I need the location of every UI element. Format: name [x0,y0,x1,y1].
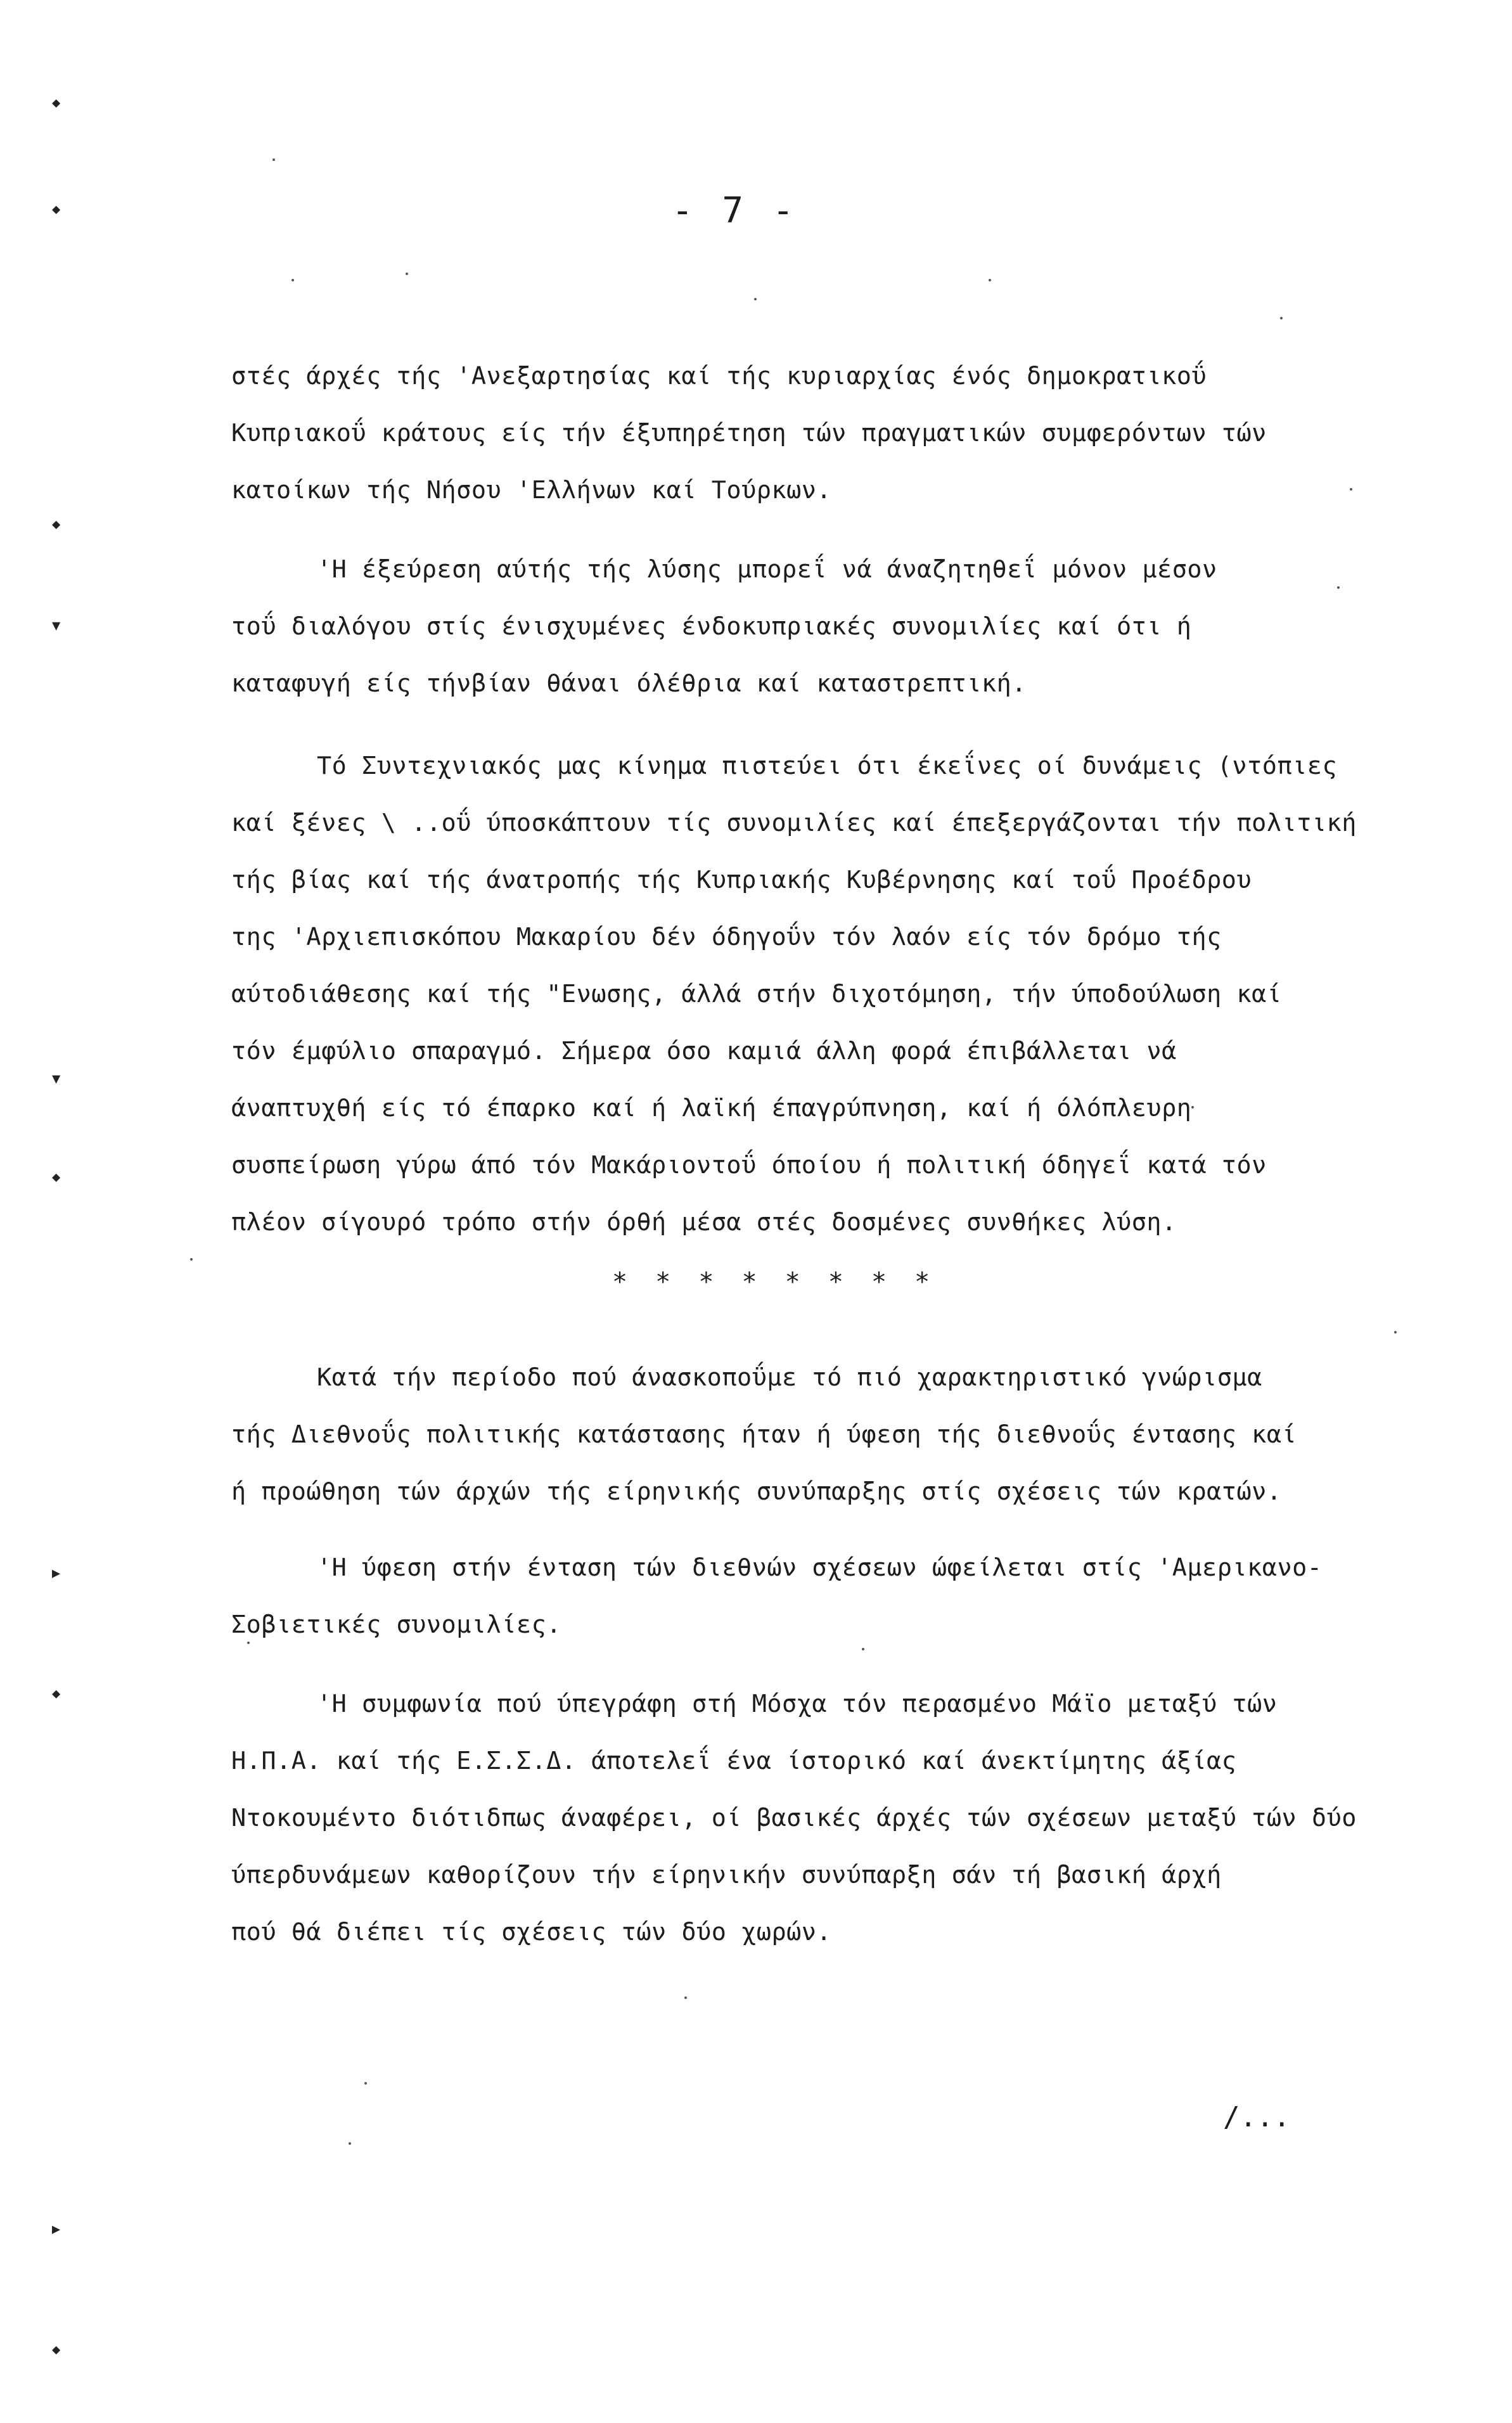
scan-speck [190,1258,193,1261]
scan-speck [349,2142,351,2145]
scan-speck [754,298,757,300]
text-line: 'Η έξεύρεση αύτής τής λύσης μπορεΐ νά άναζητηθεΐ μόνον μέσον [317,555,1217,584]
text-line: Η.Π.Α. καί τής Ε.Σ.Σ.Δ. άποτελεΐ ένα ίστορικό καί άνεκτίμητης άξίας [231,1747,1237,1775]
text-line: καταφυγή είς τήνβίαν θάναι όλέθρια καί καταστρεπτική. [231,669,1027,698]
scan-speck [1350,488,1352,491]
text-line: στές άρχές τής 'Ανεξαρτησίας καί τής κυριαρχίας ένός δημοκρατικοΰ [231,362,1207,390]
text-line: τοΰ διαλόγου στίς ένισχυμένες ένδοκυπριακές συνομιλίες καί ότι ή [231,612,1192,641]
scan-speck [292,279,294,281]
margin-mark-icon: ◆ [52,1686,61,1702]
text-line: κατοίκων τής Νήσου 'Ελλήνων καί Τούρκων. [231,476,832,505]
margin-mark-icon: ◆ [52,2342,61,2358]
margin-mark-icon: ◆ [52,1169,61,1185]
text-line: τής βίας καί τής άνατροπής τής Κυπριακής Κυβέρνησης καί τοΰ Προέδρου [231,866,1252,894]
scan-speck [989,279,991,281]
text-line: πού θά διέπει τίς σχέσεις τών δύο χωρών. [231,1918,832,1946]
text-line: ή προώθηση τών άρχών τής είρηνικής συνύπαρξης στίς σχέσεις τών κρατών. [231,1477,1282,1506]
scan-speck [247,1642,250,1644]
text-line: Τό Συντεχνιακός μας κίνημα πιστεύει ότι έκεΐνες οί δυνάμεις (ντόπιες [317,752,1338,780]
margin-mark-icon: ▶ [52,2221,61,2237]
page-number: - 7 - [672,190,798,231]
margin-mark-icon: ◆ [52,517,61,532]
text-line: Σοβιετικές συνομιλίες. [231,1610,561,1639]
scan-speck [684,1996,687,1999]
margin-mark-icon: ◆ [52,202,61,217]
text-line: τόν έμφύλιο σπαραγμό. Σήμερα όσο καμιά άλλη φορά έπιβάλλεται νά [231,1037,1177,1065]
text-line: Ντοκουμέντο διότιδπως άναφέρει, οί βασικές άρχές τών σχέσεων μεταξύ τών δύο [231,1804,1357,1832]
text-line: 'Η ύφεση στήν ένταση τών διεθνών σχέσεων ώφείλεται στίς 'Αμερικανο- [317,1553,1323,1582]
scan-speck [1191,1106,1194,1109]
text-line: ύπερδυνάμεων καθορίζουν τήν είρηνικήν συνύπαρξη σάν τή βασική άρχή [231,1861,1222,1889]
text-line: συσπείρωση γύρω άπό τόν Μακάριοντοΰ όποίου ή πολιτική όδηγεΐ κατά τόν [231,1151,1267,1179]
text-line: 'Η συμφωνία πού ύπεγράφη στή Μόσχα τόν περασμένο Μάϊο μεταξύ τών [317,1690,1278,1718]
text-line: της 'Αρχιεπισκόπου Μακαρίου δέν όδηγοΰν τόν λαόν είς τόν δρόμο τής [231,923,1222,951]
text-line: Κυπριακοΰ κράτους είς τήν έξυπηρέτηση τών πραγματικών συμφερόντων τών [231,419,1267,447]
section-separator: * * * * * * * * [612,1268,937,1297]
text-line: άναπτυχθή είς τό έπαρκο καί ή λαϊκή έπαγρύπνηση, καί ή όλόπλευρη [231,1094,1192,1122]
scan-speck [1280,317,1283,319]
margin-mark-icon: ▼ [52,1071,61,1087]
continuation-mark: /... [1223,2101,1290,2133]
text-line: Κατά τήν περίοδο πού άνασκοποΰμε τό πιό χαρακτηριστικό γνώρισμα [317,1363,1262,1392]
scan-speck [364,2082,367,2085]
margin-mark-icon: ◆ [52,95,61,111]
scan-speck [1394,1331,1397,1334]
margin-mark-icon: ▼ [52,618,61,634]
scan-speck [406,273,408,275]
scan-speck [272,158,275,161]
text-line: τής Διεθνοΰς πολιτικής κατάστασης ήταν ή ύφεση τής διεθνοΰς έντασης καί [231,1420,1297,1449]
scan-speck [1337,586,1340,589]
text-line: καί ξένες \ ..οΰ ύποσκάπτουν τίς συνομιλίες καί έπεξεργάζονται τήν πολιτική [231,809,1357,837]
text-line: αύτοδιάθεσης καί τής "Ενωσης, άλλά στήν διχοτόμηση, τήν ύποδούλωση καί [231,980,1282,1008]
text-line: πλέον σίγουρό τρόπο στήν όρθή μέσα στές δοσμένες συνθήκες λύση. [231,1208,1177,1237]
margin-mark-icon: ▶ [52,1565,61,1581]
scan-speck [862,1648,864,1650]
